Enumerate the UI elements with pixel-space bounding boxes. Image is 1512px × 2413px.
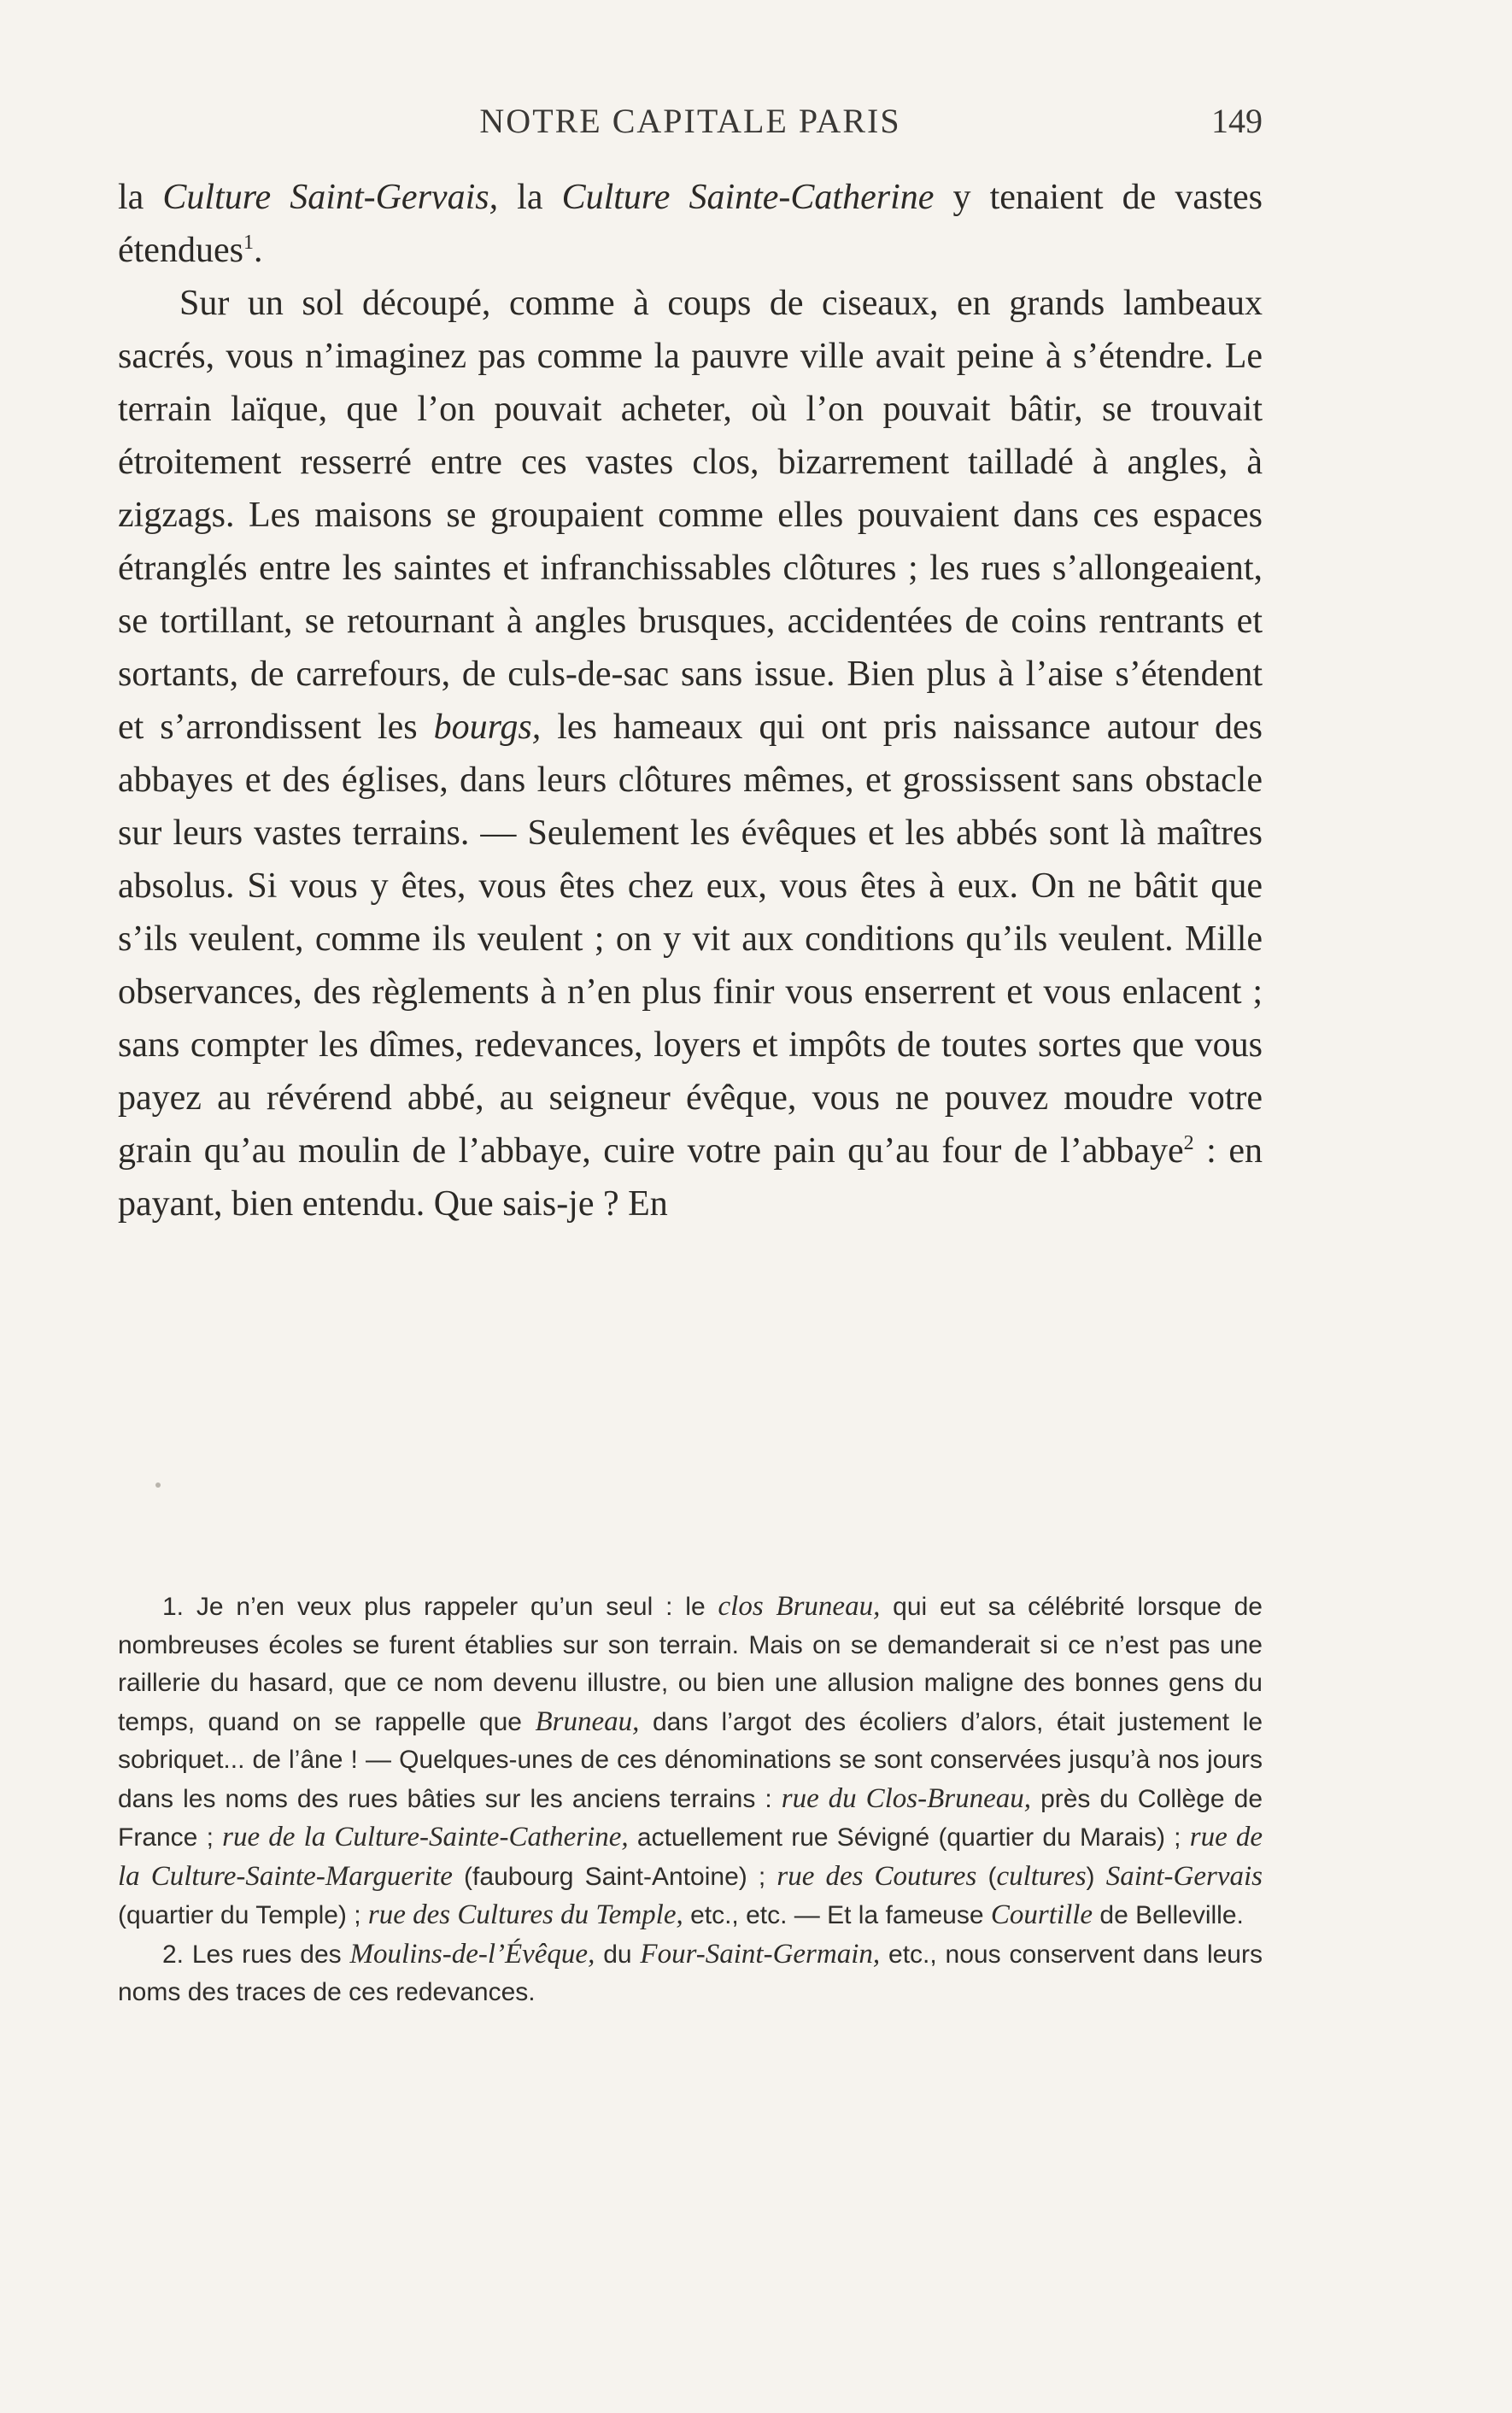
- footnote-ref-2: 2: [1183, 1132, 1194, 1154]
- text-span: la: [118, 178, 163, 217]
- running-head: [118, 101, 1263, 152]
- text-span: près du Collège de France ;: [118, 1784, 1263, 1852]
- page-number: 149: [1211, 102, 1263, 140]
- italic-span: Moulins-de-l’Évêque,: [349, 1938, 595, 1970]
- italic-span: Saint-Gervais: [1105, 1860, 1263, 1892]
- italic-span: Culture Saint-Gervais,: [162, 178, 499, 217]
- footnotes: [118, 1588, 1263, 2012]
- text-span: ): [1086, 1862, 1106, 1891]
- italic-span: bourgs,: [433, 707, 542, 747]
- footnote-1: [118, 1588, 1263, 1935]
- italic-span: clos Bruneau,: [718, 1591, 881, 1622]
- text-span: actuellement rue Sévigné (quartier du Marais) ;: [628, 1823, 1190, 1852]
- italic-span: rue de la Culture-Sainte-Catherine,: [222, 1822, 629, 1852]
- text-span: etc., nous conservent dans leurs noms des traces de ces redevances.: [118, 1940, 1263, 2006]
- text-span: y tenaient de vastes étendues: [118, 178, 1263, 270]
- text-span: etc., etc. — Et la fameuse: [683, 1901, 991, 1929]
- italic-span: Culture Sainte-Catherine: [561, 178, 935, 217]
- text-span: de Belleville.: [1093, 1901, 1244, 1929]
- text-span: les hameaux qui ont pris naissance autour des abbayes et des églises, dans leurs clôtures mêmes, et grossissent sans obstacle sur leurs vastes terrains. — Seulement les évêques et les abbés sont là maîtres absolus. Si vous y êtes, vous êtes chez eux, vous êtes à eux. On ne bâtit que s’ils veulent, comme ils veulent ; on y vit aux conditions qu’ils veulent. Mille observances, des règlements à n’en plus finir vous enserrent et vous enlacent ; sans compter les dîmes, redevances, loyers et impôts de toutes sortes que vous payez au révérend abbé, au seigneur évêque, vous ne pouvez moudre votre grain qu’au moulin de l’abbaye, cuire votre pain qu’au four de l’abbaye: [118, 707, 1263, 1171]
- paragraph-1: [118, 171, 1263, 277]
- italic-span: rue de la Culture-Sainte-Marguerite: [118, 1822, 1263, 1892]
- paragraph-2: [118, 277, 1263, 1230]
- text-span: : en payant, bien entendu. Que sais-je ? En: [118, 1131, 1263, 1224]
- text-span: la: [498, 178, 562, 217]
- italic-span: rue des Cultures du Temple,: [367, 1899, 683, 1930]
- main-text: [118, 171, 1263, 1230]
- text-span: Sur un sol découpé, comme à coups de ciseaux, en grands lambeaux sacrés, vous n’imaginez pas comme la pauvre ville avait peine à s’étendre. Le terrain laïque, que l’on pouvait acheter, où l’on pouvait bâtir, se trouvait étroitement resserré entre ces vastes clos, bizarrement tailladé à angles, à zigzags. Les maisons se groupaient comme elles pouvaient dans ces espaces étranglés entre les saintes et infranchissables clôtures ; les rues s’allongeaient, se tortillant, se retournant à angles brusques, accidentées de coins rentrants et sortants, de carrefours, de culs-de-sac sans issue. Bien plus à l’aise s’étendent et s’arrondissent les: [118, 284, 1263, 747]
- text-span: du: [595, 1940, 641, 1969]
- italic-span: cultures: [996, 1860, 1087, 1892]
- text-span: 2. Les rues des: [162, 1940, 350, 1969]
- footnote-ref-1: 1: [243, 232, 254, 254]
- text-span: .: [253, 231, 263, 270]
- footnote-2: [118, 1935, 1263, 2012]
- running-title: NOTRE CAPITALE PARIS: [479, 102, 901, 140]
- text-span: qui eut sa célébrité lorsque de nombreuses écoles se furent établies sur son terrain. Mais on se demanderait si ce n’est pas une raillerie du hasard, que ce nom devenu illustre, ou bien une allusion maligne des bonnes gens du temps, quand on se rappelle que: [118, 1593, 1263, 1736]
- italic-span: rue des Coutures: [777, 1860, 977, 1892]
- text-span: (quartier du Temple) ;: [118, 1901, 368, 1929]
- print-speck: [155, 1482, 161, 1488]
- italic-span: Bruneau,: [535, 1706, 640, 1737]
- italic-span: rue du Clos-Bruneau,: [781, 1782, 1032, 1814]
- text-span: (: [976, 1862, 997, 1891]
- italic-span: Four-Saint-Germain,: [640, 1938, 881, 1970]
- italic-span: Courtille: [990, 1899, 1093, 1930]
- text-span: 1. Je n’en veux plus rappeler qu’un seul : le: [162, 1593, 718, 1621]
- text-span: dans l’argot des écoliers d’alors, était justement le sobriquet... de l’âne ! — Quelques-unes de ces dénominations se sont conservées jusqu’à nos jours dans les noms des rues bâties sur les anciens terrains :: [118, 1707, 1263, 1813]
- text-span: (faubourg Saint-Antoine) ;: [452, 1862, 777, 1891]
